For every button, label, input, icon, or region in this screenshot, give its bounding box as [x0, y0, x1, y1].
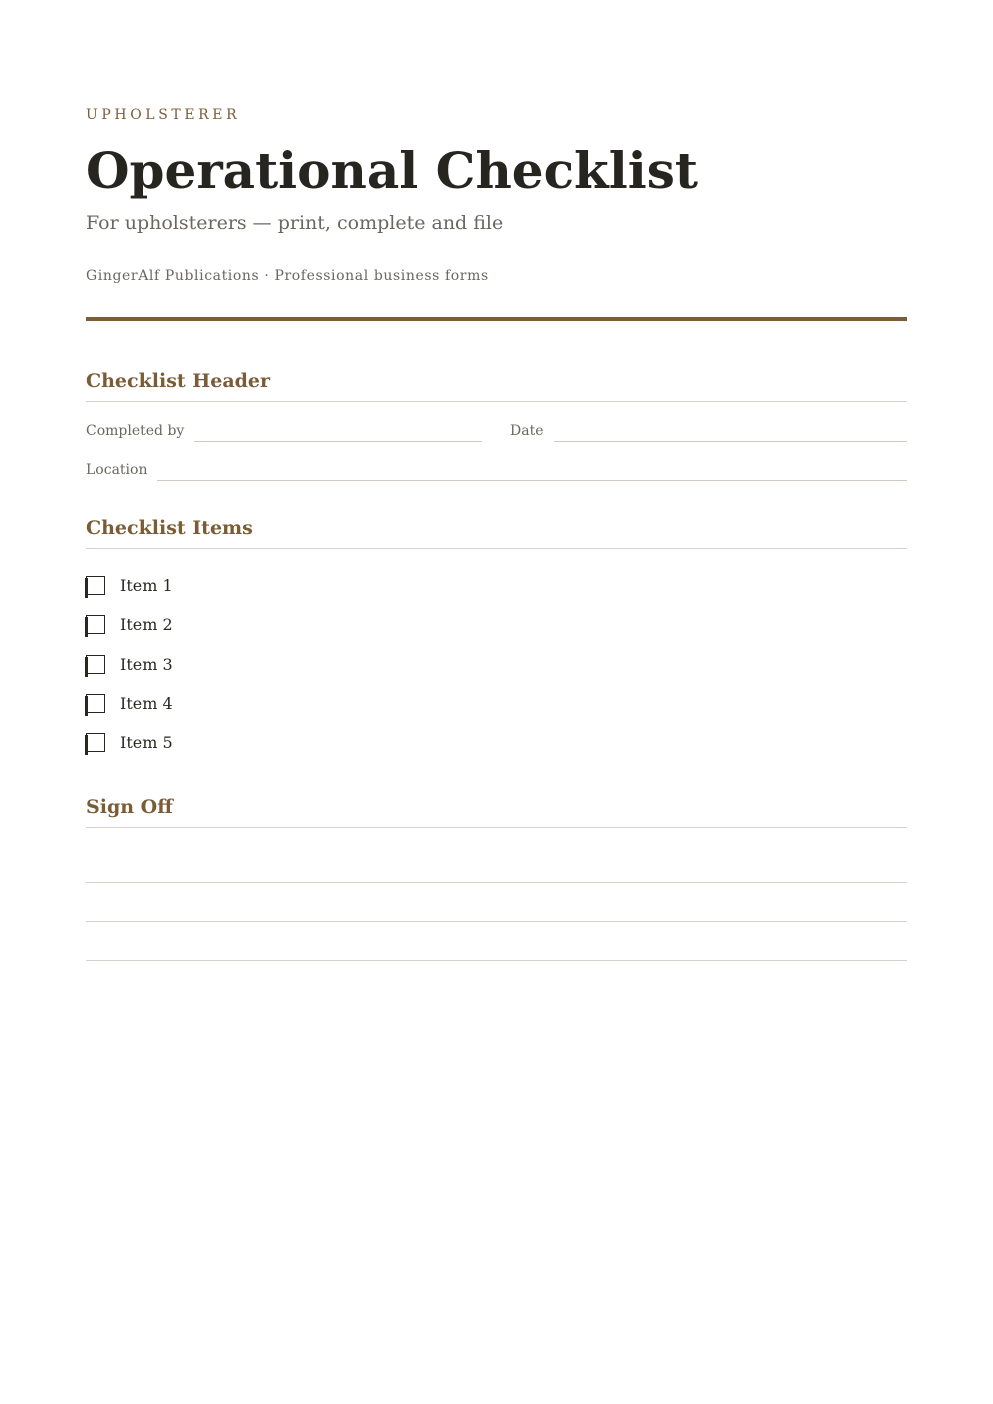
completed-by-label: Completed by [86, 423, 185, 439]
header-divider [86, 317, 907, 321]
document-category: UPHOLSTERER [86, 107, 241, 123]
checklist-item-label: Item 4 [120, 693, 173, 713]
section-title-checklist-header: Checklist Header [86, 370, 907, 402]
location-label: Location [86, 462, 148, 478]
date-label: Date [510, 423, 544, 439]
sign-off-line[interactable] [86, 921, 907, 922]
checklist-item[interactable] [86, 613, 173, 635]
completed-by-field[interactable] [194, 441, 482, 442]
checklist-item-label: Item 3 [120, 654, 173, 674]
empty-checkbox-icon[interactable] [86, 576, 105, 595]
section-title-sign-off: Sign Off [86, 796, 907, 828]
publisher-line: GingerAlf Publications · Professional business forms [86, 268, 489, 284]
checklist-item[interactable] [86, 731, 173, 753]
date-field[interactable] [554, 441, 907, 442]
empty-checkbox-icon[interactable] [86, 615, 105, 634]
empty-checkbox-icon[interactable] [86, 655, 105, 674]
sign-off-line[interactable] [86, 882, 907, 883]
checklist-item-label: Item 1 [120, 575, 173, 595]
section-title-checklist-items: Checklist Items [86, 517, 907, 549]
checklist-item[interactable] [86, 574, 173, 596]
checklist-item[interactable] [86, 653, 173, 675]
checklist-item[interactable] [86, 692, 173, 714]
empty-checkbox-icon[interactable] [86, 733, 105, 752]
page-subtitle: For upholsterers — print, complete and file [86, 212, 504, 234]
location-field[interactable] [157, 480, 907, 481]
page-title: Operational Checklist [86, 141, 698, 200]
empty-checkbox-icon[interactable] [86, 694, 105, 713]
checklist-item-label: Item 2 [120, 614, 173, 634]
checklist-item-label: Item 5 [120, 732, 173, 752]
sign-off-line[interactable] [86, 960, 907, 961]
